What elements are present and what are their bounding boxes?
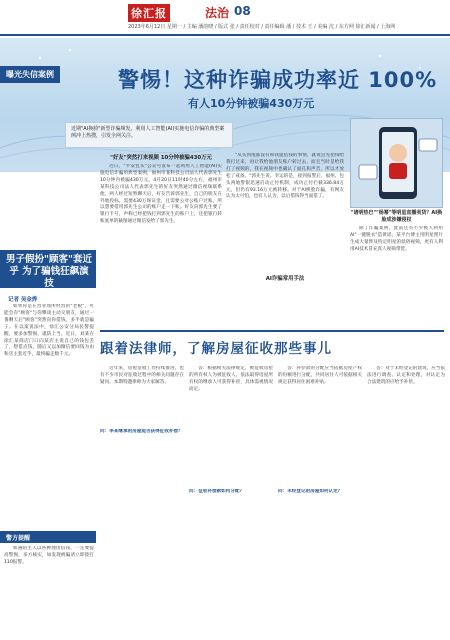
law-column-2	[189, 366, 273, 496]
law-body-4: 答：对于未经登记的建筑，应当依法进行调查、认定和处理，对认定为合法建筑的应给予补偿。	[367, 366, 445, 385]
law-body-3: 答：补偿款的分配应当依据房屋产权的份额进行分配，共同居住人可依据相关规定获得居住困难补贴。	[278, 366, 362, 385]
lead-column-3	[350, 226, 443, 324]
lead-body-1: 近日，"平安包头"公众号发布一起利用人工智能(AI)实施电信诈骗的典型案例，福州市某科技公司法人代表郭先生10分钟内被骗430万元。4月20日11时40分左右，福州市某科技公司法人代表郭先生的好友突然通过微信视频联系他，两人经过短暂聊天后，好友告诉郭先生，自己的朋友在外地投标，需要430万保证金，且需要公对公账户过账，所以想要借用郭先生公司的账户走一下账。好友向郭先生要了银行卡号，声称已经把钱打到郭先生的账户上，还把银行转账底单的截图通过微信发给了郭先生。	[100, 164, 222, 225]
category-tag: 曝光失信案例	[0, 66, 60, 83]
warning-label: 警方提醒	[6, 535, 31, 542]
lead-subtitle-2: AI诈骗常用手法	[265, 276, 305, 282]
section-name: 法治	[205, 6, 230, 20]
law-feature-title: 跟着法律师，了解房屋征收那些事儿	[100, 341, 332, 357]
phone-caption: "诸明热巴""杨幂"等明星直播卖货？AI换脸成涉嫌侵权	[350, 210, 443, 223]
lead-column-1	[100, 153, 222, 334]
main-headline: 警惕！这种诈骗成功率近 100%	[118, 68, 438, 92]
phone-icon	[351, 119, 443, 208]
warning-body: 如遇陌生人以各种理由借钱，一定要提高警惕，多方核实，如发现被骗请立即拨打110报警。	[4, 546, 94, 565]
law-body-2: 答：根据相关法律规定，被征收房屋的所有权人为被征收人，依法取得房屋所有权的继承人可获得补偿，具体需视情况而定。	[189, 366, 273, 392]
lead-subtitle-1: "好友"突然打来视频 10分钟被骗430万元	[110, 155, 212, 161]
dateline: 2023年6月12日 星期一 / 主编 潘韵晓 / 版式 张 / 责任校对 / 责任编辑 潘 / 技术 王 / 美编 沈 / 东方网 徐汇新闻 / 上海网	[128, 24, 396, 30]
lead-body-3: 除了诈骗案例，此前还有不少被人利用AI"一键脱衣"造黄谣，某平台博主用明星照片生成大量涉及特定明星的低俗视频，更有人利用AI技术冒充真人视频带货。	[350, 226, 443, 252]
lead-column-2	[226, 153, 344, 285]
law-question-1: 问：李某继承的房屋能否获得征收补偿？	[100, 429, 183, 434]
sidebar-byline: 记者 吴金烨	[8, 297, 38, 303]
logo-text: 徐汇报	[128, 4, 170, 22]
phone-illustration	[350, 118, 443, 208]
page-number: 08	[234, 4, 251, 18]
lead-body-2: "从头到尾都没有和我提借钱的事情，就说会先把钱给我打过来，再让我给他朋友账户转过去，而且当时是给我打了视频的，我在视频中也确认了面孔和声音，所以才放松了戒备。"郭先生说。幸运的是，接到报警后，福州、包头两地警银迅速启动止付机制，成功止付拦截336.84万元，但仍有93.16万元被转移。对于AI换脸诈骗，有网友认为太可怕，也有人认为，以后借钱得当面借了。	[226, 153, 344, 200]
sidebar-title: 男子假扮"顾客"套近乎 为了骗钱狂飙演技	[6, 254, 92, 289]
law-body-1: 近年来，房屋征收工作持续推进，也有不少市民对征收过程中的相关问题存在疑问。本期特邀律师为大家解答。	[100, 366, 184, 385]
law-column-1	[100, 366, 184, 436]
lead-intro: 近期"AI换脸"新型诈骗频发，利用人工智能(AI)实施电信诈骗的典型案例冲上热搜，引发全网关注。	[65, 122, 233, 148]
sidebar-body: 如果你是在营业场所经营的"老板"，可能会有"顾客"与你攀谈主动交朋友，通过一番聊天后"顾客"突然向你借钱，多半就是骗子。在以案说法中，徐汇公安分局民警提醒，要多加警惕，谨防上当。近日，刘某在徐汇某商店门口向某店主说自己的钱包丢了，想借点钱，随后又以加微信要回钱为由和店主套近乎，最终骗走数千元。	[4, 304, 94, 358]
page-header	[0, 0, 450, 36]
law-column-3	[278, 366, 362, 496]
law-question-3: 问：未经登记的房屋如何认定？	[278, 489, 343, 494]
main-subheadline: 有人10分钟被骗430万元	[188, 97, 315, 110]
law-column-4	[367, 366, 445, 516]
law-question-2: 问：征收补偿款如何分配？	[189, 489, 245, 494]
newspaper-logo	[128, 3, 170, 22]
